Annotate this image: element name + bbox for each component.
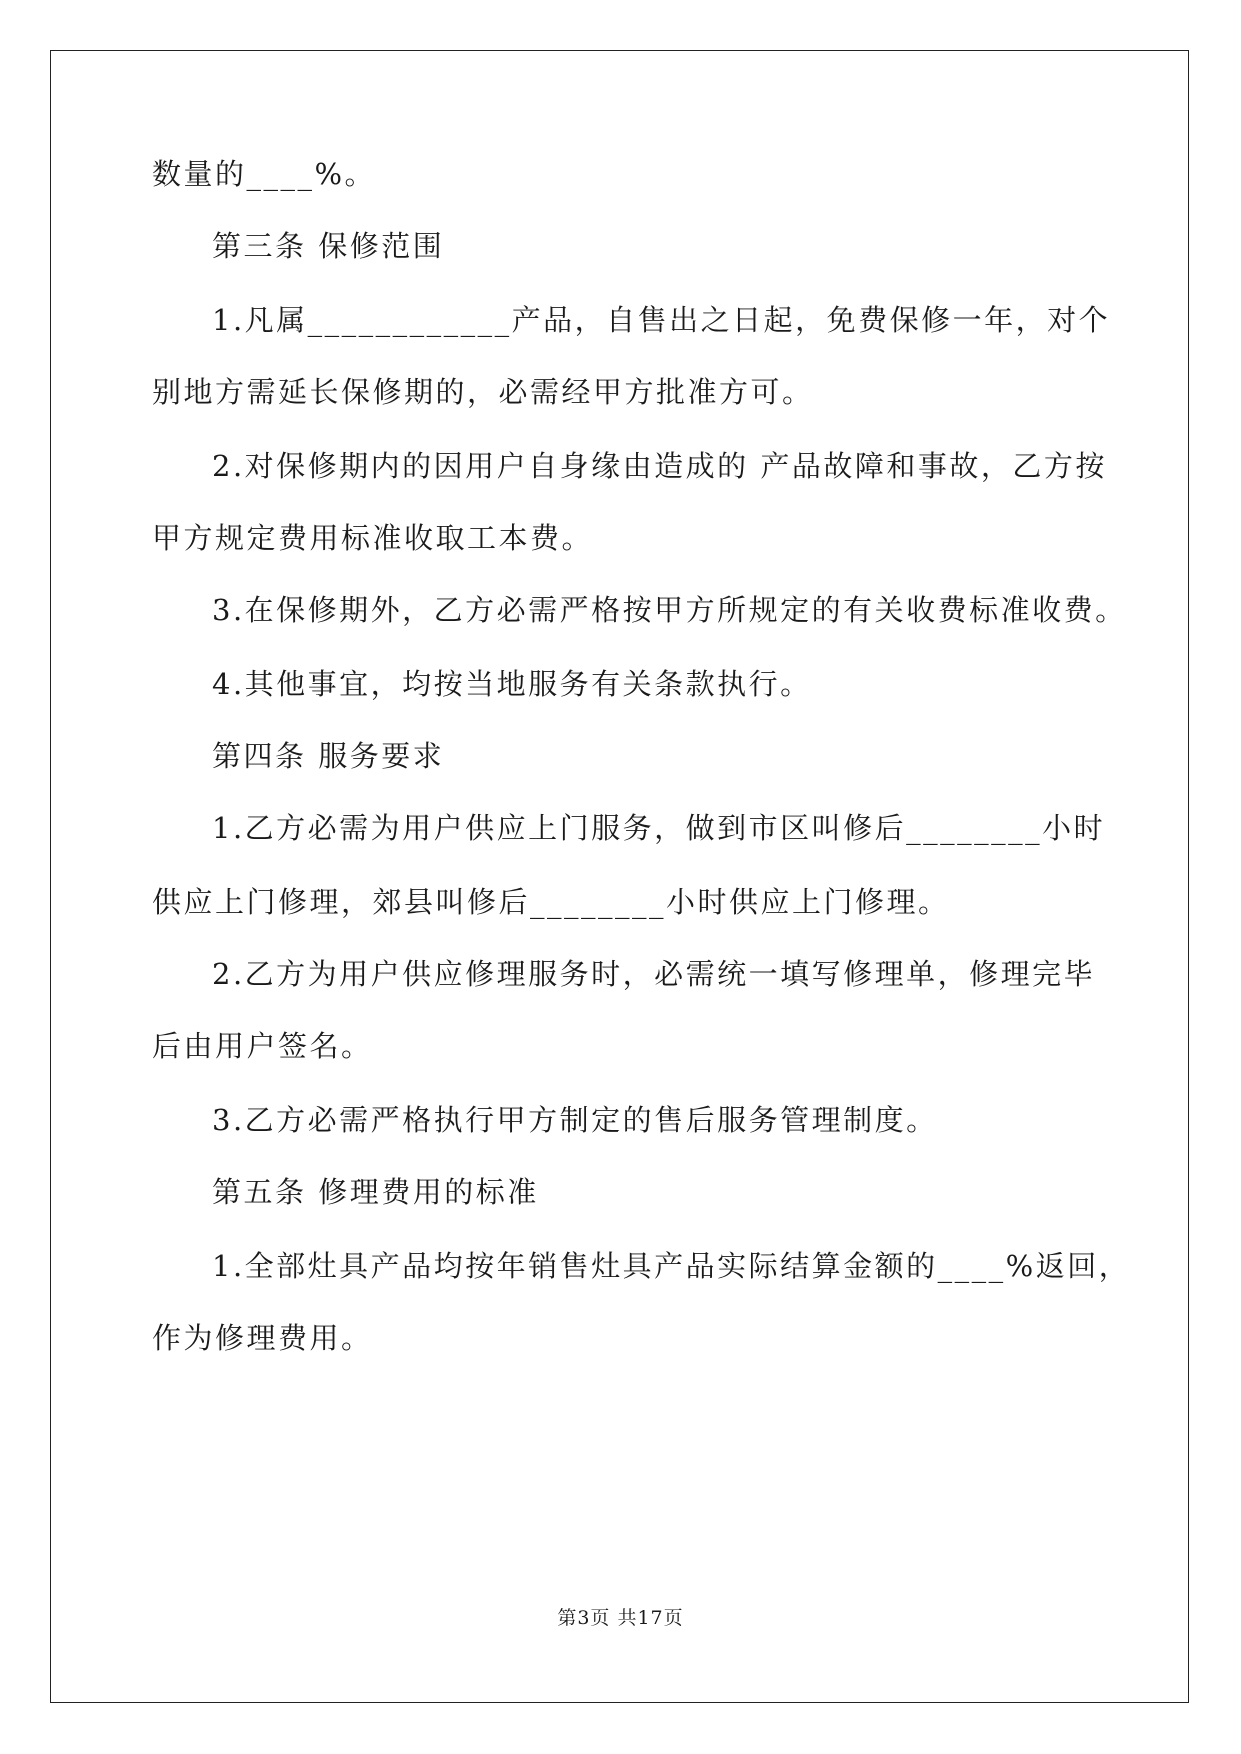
text-line: 4.其他事宜，均按当地服务有关条款执行。 (212, 667, 812, 701)
text-line: 数量的____%。 (152, 157, 377, 191)
text-line: 供应上门修理，郊县叫修后________小时供应上门修理。 (152, 885, 950, 919)
text-line: 1.凡属____________产品，自售出之日起，免费保修一年，对个 (212, 303, 1111, 337)
section-heading: 第三条 保修范围 (212, 229, 445, 263)
text-line: 别地方需延长保修期的，必需经甲方批准方可。 (152, 375, 814, 409)
text-line: 1.全部灶具产品均按年销售灶具产品实际结算金额的____%返回， (212, 1249, 1131, 1283)
text-line: 1.乙方必需为用户供应上门服务，做到市区叫修后________小时 (212, 811, 1106, 845)
page-border (50, 50, 1189, 1703)
section-heading: 第四条 服务要求 (212, 739, 445, 773)
text-line: 作为修理费用。 (152, 1321, 373, 1355)
text-line: 3.在保修期外，乙方必需严格按甲方所规定的有关收费标准收费。 (212, 593, 1127, 627)
section-heading: 第五条 修理费用的标准 (212, 1175, 539, 1209)
text-line: 2.对保修期内的因用户自身缘由造成的 产品故障和事故，乙方按 (212, 449, 1107, 483)
text-line: 甲方规定费用标准收取工本费。 (152, 521, 594, 555)
page-number: 第3页 共17页 (557, 1607, 684, 1629)
text-line: 3.乙方必需严格执行甲方制定的售后服务管理制度。 (212, 1103, 938, 1137)
text-line: 2.乙方为用户供应修理服务时，必需统一填写修理单，修理完毕 (212, 957, 1096, 991)
text-line: 后由用户签名。 (152, 1029, 373, 1063)
